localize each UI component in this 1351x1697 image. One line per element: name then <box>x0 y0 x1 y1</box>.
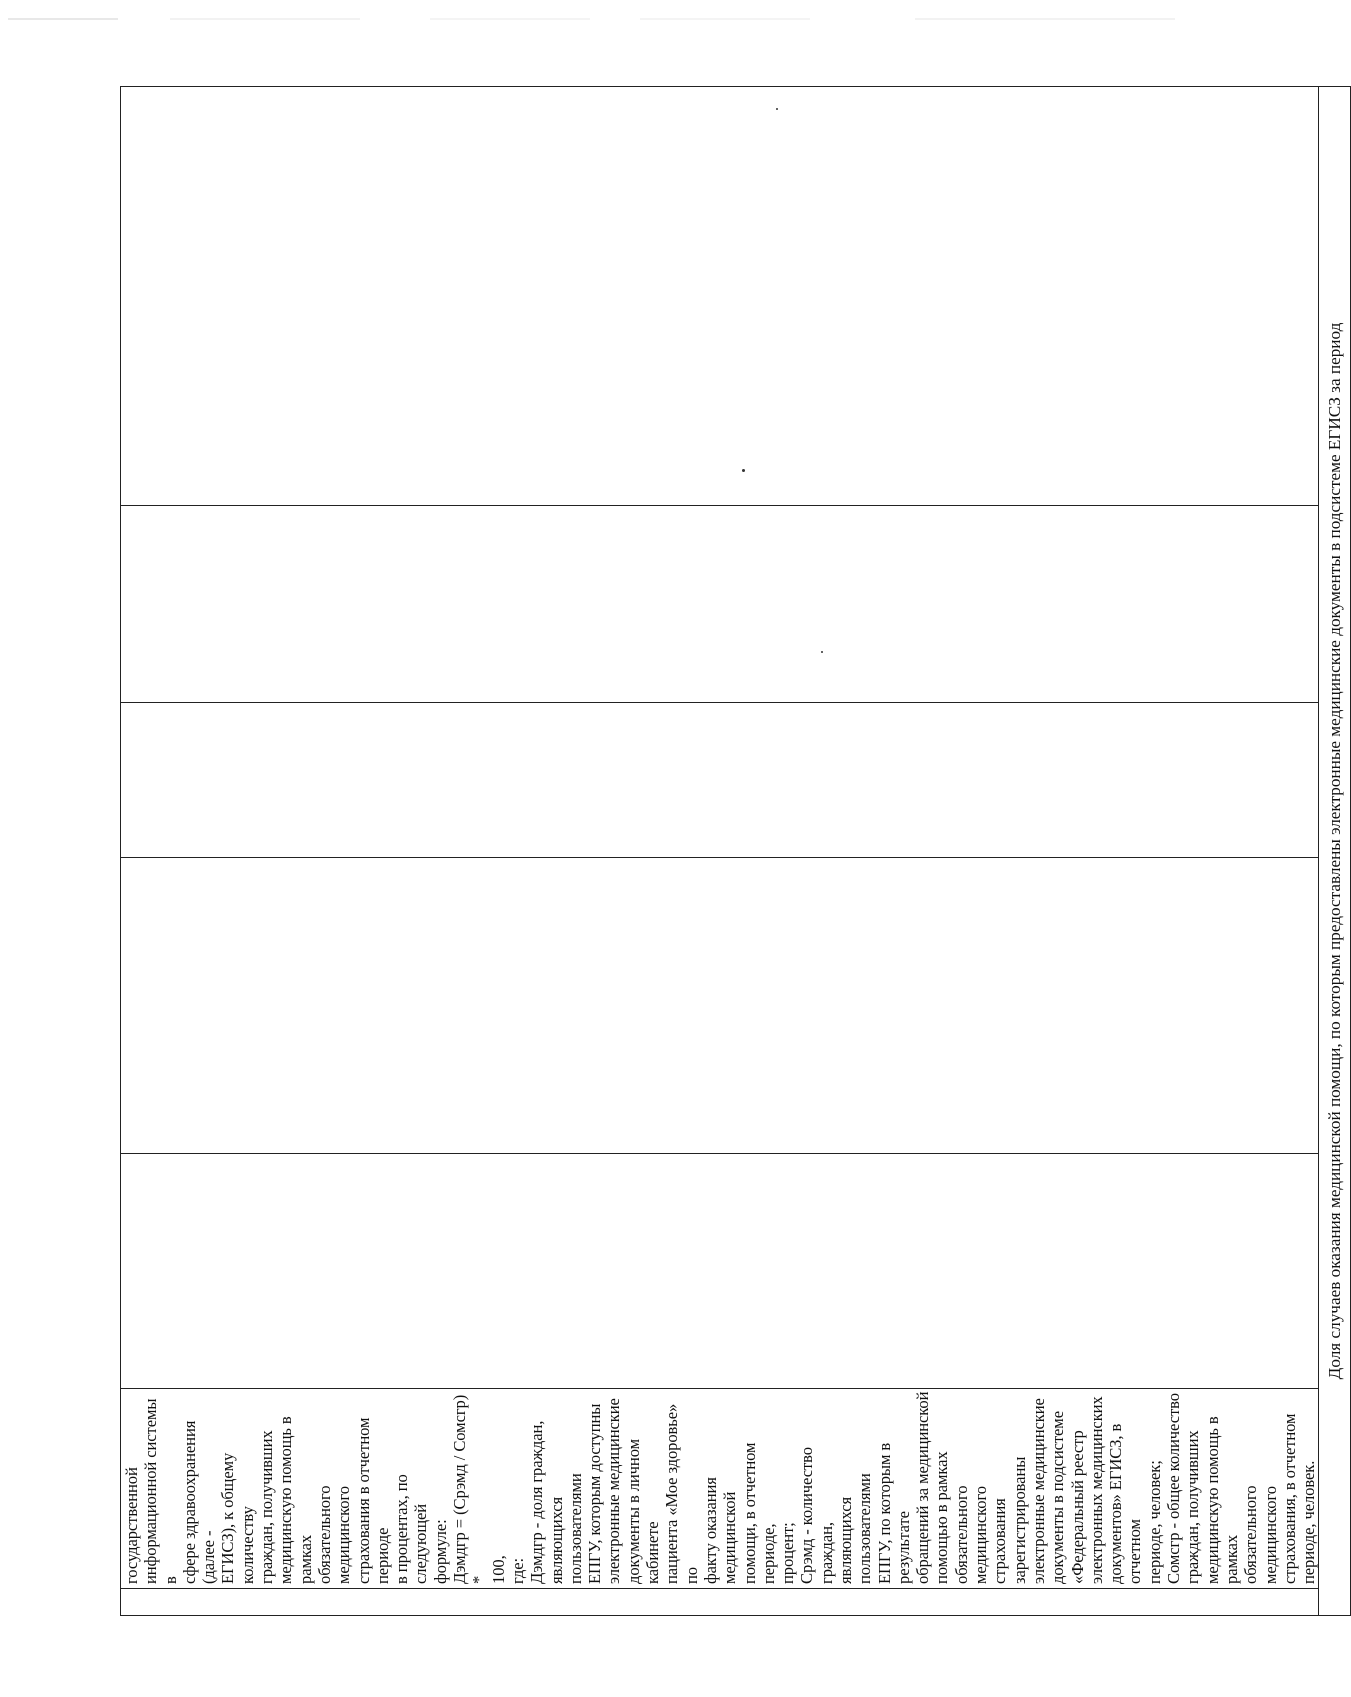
value-cell <box>121 506 1319 703</box>
indicator-description-cell <box>121 1389 1319 1589</box>
scan-artifact <box>8 18 118 20</box>
rotated-table-wrapper <box>120 87 1344 1616</box>
indicator-table <box>120 86 1351 1616</box>
indicator-description: государственной информационной системы в сфере здравоохранения (далее - ЕГИСЗ), к общему количеству граждан, получивших медицинскую помощь в рамках обязательного медицинского страхования в отчетном периоде в процентах, по следующей формуле: Дэмдгр = (Срэмд / Сомсгр) * 100, где: Дэмдгр - доля граждан, являющихся пользователями ЕПГУ, которым доступны электронные медицинские документы в личном кабинете пациента «Мое здоровье» по факту оказания медицинской помощи, в отчетном периоде, процент; Срэмд - количество граждан, являющихся пользователями ЕПГУ, по которым в результате обращений за медицинской помощью в рамках обязательного медицинского страхования зарегистрированы электронные медицинские документы в подсистеме «Федеральный реестр электронных медицинских документов» ЕГИСЗ, в отчетном периоде, человек; Сомсгр - общее количество граждан, получивших медицинскую помощь в рамках обязательного медицинского страхования, в отчетном периоде, человек. <box>122 1391 1319 1584</box>
scan-speck <box>776 108 778 110</box>
scan-artifact <box>170 18 360 20</box>
value-cell <box>121 858 1319 1154</box>
scan-artifact <box>430 18 590 20</box>
scan-artifact <box>915 18 1175 20</box>
value-cell <box>121 703 1319 858</box>
indicator-row <box>121 87 1319 1616</box>
value-cell <box>121 87 1319 506</box>
document-table-sheet <box>120 87 1344 1616</box>
section-heading-row <box>1319 87 1351 1616</box>
scan-speck <box>742 469 745 472</box>
scan-speck <box>821 651 823 653</box>
scan-artifact <box>640 18 810 20</box>
row-number-cell <box>121 1589 1319 1616</box>
section-heading: Доля случаев оказания медицинской помощи, по которым предоставлены электронные медицинские документы в подсистеме ЕГИСЗ за период <box>1319 87 1351 1616</box>
value-cell <box>121 1154 1319 1389</box>
